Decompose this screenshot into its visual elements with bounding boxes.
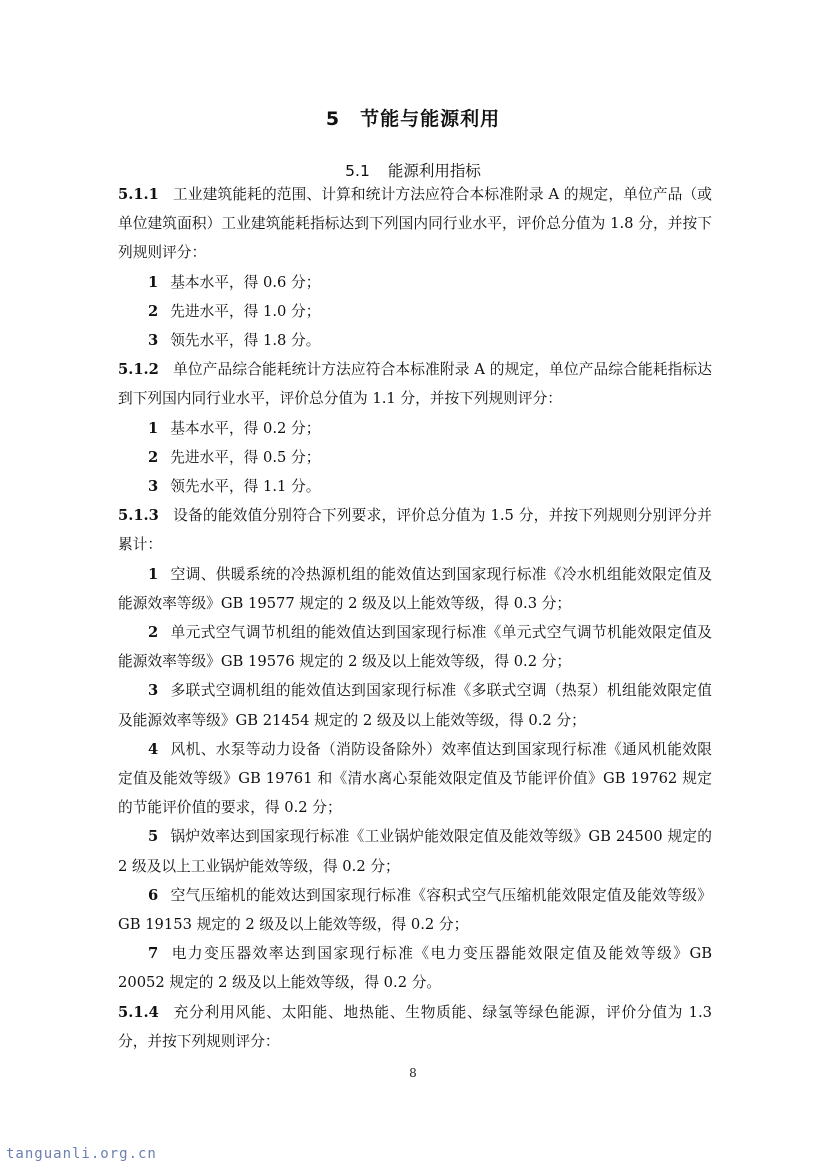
item-text: 基本水平，得 0.6 分； (170, 273, 321, 291)
clause (118, 180, 712, 268)
item-text: 多联式空调机组的能效值达到国家现行标准《多联式空调（热泵）机组能效限定值及能源效率等级》GB 21454 规定的 2 级及以上能效等级，得 0.2 分； (118, 682, 712, 729)
item-number: 2 (148, 624, 159, 642)
clause-number: 5.1.4 (118, 1003, 159, 1021)
list-item (118, 297, 712, 326)
list-item (118, 822, 712, 880)
item-number: 2 (148, 448, 159, 466)
list-item (118, 326, 712, 355)
chapter-title (0, 104, 826, 131)
item-text: 空调、供暖系统的冷热源机组的能效值达到国家现行标准《冷水机组能效限定值及能源效率等级》GB 19577 规定的 2 级及以上能效等级，得 0.3 分； (118, 565, 712, 612)
clause-number: 5.1.2 (118, 361, 159, 379)
item-text: 风机、水泵等动力设备（消防设备除外）效率值达到国家现行标准《通风机能效限定值及能效等级》GB 19761 和《清水离心泵能效限定值及节能评价值》GB 19762 规定的节能评价值的要求，得 0.2 分； (118, 740, 712, 817)
clause-text: 单位产品综合能耗统计方法应符合本标准附录 A 的规定，单位产品综合能耗指标达到下列国内同行业水平，评价总分值为 1.1 分，并按下列规则评分： (118, 361, 712, 408)
chapter-title-text: 节能与能源利用 (360, 108, 501, 130)
item-text: 领先水平，得 1.8 分。 (170, 332, 321, 350)
clause-text: 工业建筑能耗的范围、计算和统计方法应符合本标准附录 A 的规定，单位产品（或单位建筑面积）工业建筑能耗指标达到下列国内同行业水平，评价总分值为 1.8 分，并按下列规则评分： (118, 186, 712, 262)
item-number: 6 (148, 886, 159, 904)
item-text: 先进水平，得 0.5 分； (170, 448, 321, 466)
clause-text: 充分利用风能、太阳能、地热能、生物质能、绿氢等绿色能源，评价分值为 1.3 分，并按下列规则评分： (118, 1003, 712, 1050)
item-number: 1 (148, 273, 159, 291)
item-text: 锅炉效率达到国家现行标准《工业锅炉能效限定值及能效等级》GB 24500 规定的 2 级及以上工业锅炉能效等级，得 0.2 分； (118, 828, 712, 875)
list-item (118, 443, 712, 472)
item-text: 单元式空气调节机组的能效值达到国家现行标准《单元式空气调节机能效限定值及能源效率等级》GB 19576 规定的 2 级及以上能效等级，得 0.2 分； (118, 624, 712, 671)
item-text: 基本水平，得 0.2 分； (170, 419, 321, 437)
page-number: 8 (409, 1066, 417, 1080)
list-item (118, 560, 712, 618)
item-text: 先进水平，得 1.0 分； (170, 302, 321, 320)
list-item (118, 939, 712, 997)
item-number: 3 (148, 332, 159, 350)
list-item (118, 881, 712, 939)
list-item (118, 735, 712, 823)
list-item (118, 676, 712, 734)
item-text: 电力变压器效率达到国家现行标准《电力变压器能效限定值及能效等级》GB 20052 规定的 2 级及以上能效等级，得 0.2 分。 (118, 945, 712, 992)
section-number: 5.1 (345, 162, 370, 180)
item-number: 1 (148, 565, 159, 583)
item-number: 3 (148, 478, 159, 496)
list-item (118, 414, 712, 443)
section-title-text: 能源利用指标 (387, 162, 481, 180)
clause (118, 501, 712, 559)
item-number: 1 (148, 419, 159, 437)
clause (118, 355, 712, 413)
clause-number: 5.1.3 (118, 507, 159, 525)
chapter-number: 5 (325, 108, 341, 130)
item-number: 2 (148, 302, 159, 320)
item-text: 空气压缩机的能效达到国家现行标准《容积式空气压缩机能效限定值及能效等级》GB 19153 规定的 2 级及以上能效等级，得 0.2 分； (118, 886, 712, 934)
watermark: tanguanli.org.cn (6, 1146, 157, 1162)
list-item (118, 472, 712, 501)
list-item (118, 268, 712, 297)
list-item (118, 618, 712, 676)
item-text: 领先水平，得 1.1 分。 (170, 478, 321, 496)
section-title (0, 159, 826, 181)
clause-number: 5.1.1 (118, 186, 159, 203)
item-number: 4 (148, 740, 159, 758)
clause-text: 设备的能效值分别符合下列要求，评价总分值为 1.5 分，并按下列规则分别评分并累计： (118, 507, 712, 554)
document-body (118, 180, 712, 1056)
item-number: 3 (148, 682, 159, 700)
item-number: 7 (148, 945, 159, 963)
item-number: 5 (148, 828, 159, 846)
clause (118, 998, 712, 1056)
